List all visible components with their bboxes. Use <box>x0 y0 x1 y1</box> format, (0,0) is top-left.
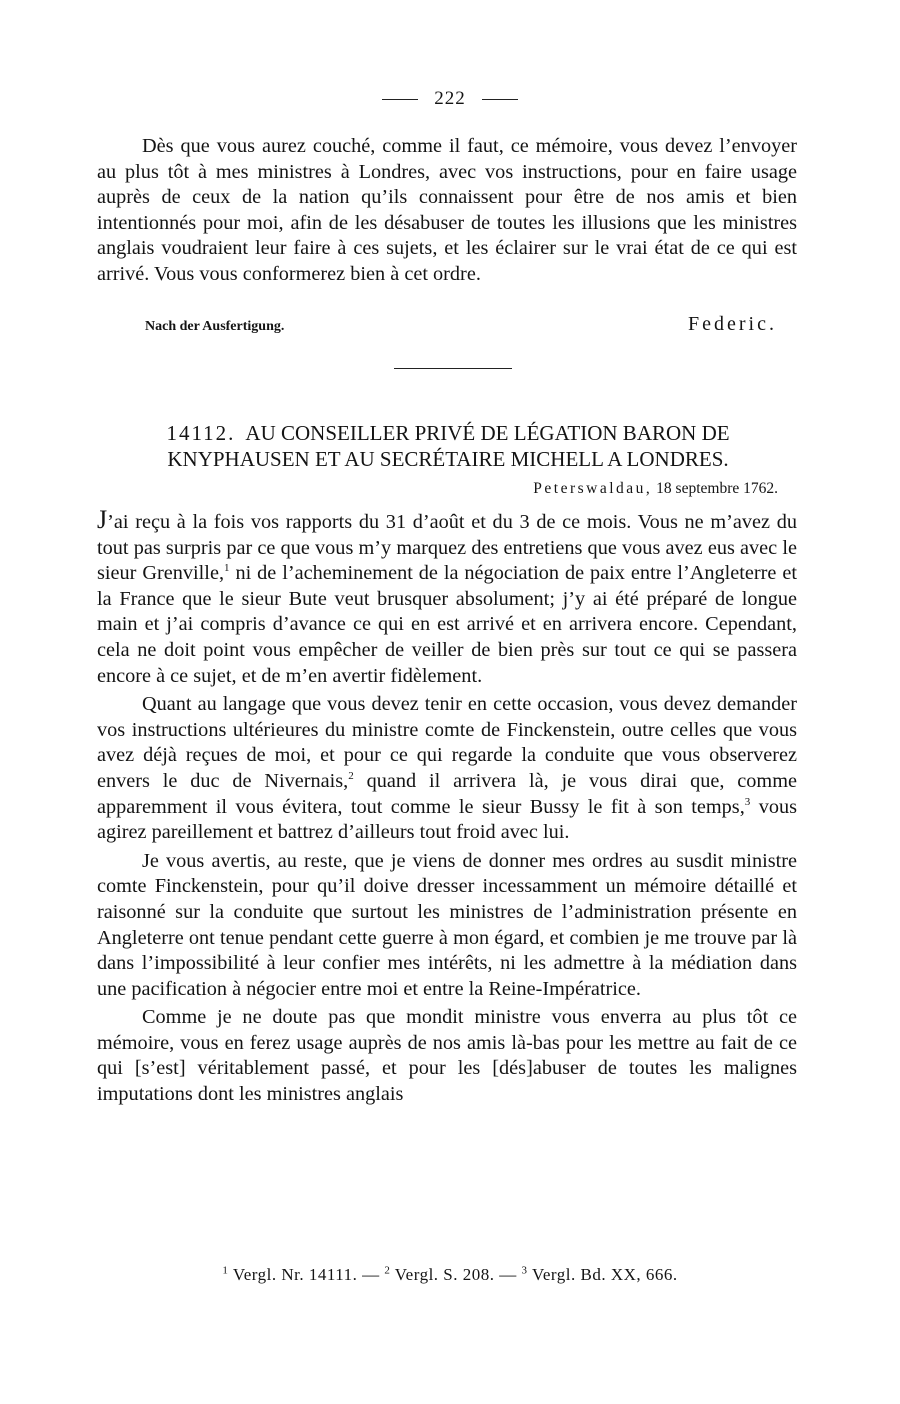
dateline-place: Peterswaldau, <box>533 480 653 497</box>
paragraph-4: Comme je ne doute pas que mondit ministre vous enverra au plus tôt ce mémoire, vous en ferez usage auprès de nos amis là-bas pour les mettre au fait de ce qui [s’est] véritablement passé, et pour les [dés]abuser de toutes les malignes imputations dont les ministres anglais <box>97 1006 797 1106</box>
footnote-ref-1: 1 <box>224 562 230 575</box>
letter-number: 14112. <box>166 421 236 445</box>
letter-body <box>97 507 797 1108</box>
paragraph-2: Quant au langage que vous devez tenir en cette occasion, vous devez demander vos instructions ultérieures du ministre comte de Finckenstein, outre celles que vous avez déjà reçues de moi, et pour ce qui regarde la conduite que vous observerez envers le duc de Nivernais,$^2$ quand il arrivera là, je vous dirai que, comme apparemment il vous évitera, tout comme le sieur Bussy le fit à son temps,$^3$ vous agirez pareillement et battrez d’ailleurs tout froid avec lui. <box>97 693 798 844</box>
footnote-dash: — <box>362 1265 380 1284</box>
previous-letter-ending <box>97 134 797 288</box>
footnote-2: Vergl. S. 208. <box>394 1265 495 1284</box>
footnotes <box>0 1265 900 1285</box>
letter-heading <box>112 420 784 472</box>
closing-paragraph: Dès que vous aurez couché, comme il faut, ce mémoire, vous devez l’envoyer au plus tôt à mes ministres à Londres, avec vos instructions, pour en faire usage auprès de ceux de la nation qu’ils connaissent pour être de nos amis et bien intentionnés pour moi, afin de les désabuser de toutes les illusions que les ministres anglais voudraient leur faire à ces sujets, et les éclairer sur le vrai état de ce qui est arrivé. Vous vous conformerez bien à cet ordre. <box>97 135 797 285</box>
header-rule-left <box>382 99 418 100</box>
footnote-mark-2: 2 <box>384 1264 391 1277</box>
page-header <box>0 88 900 110</box>
footnote-ref-3: 3 <box>744 795 751 808</box>
footnote-1: Vergl. Nr. 14111. <box>232 1265 358 1284</box>
signature-row <box>145 313 777 336</box>
footnote-mark-3: 3 <box>521 1264 528 1277</box>
signature: Federic. <box>688 313 777 335</box>
footnote-ref-2: 2 <box>348 770 354 783</box>
page-number: 222 <box>434 88 466 109</box>
initial-letter: J <box>97 505 108 534</box>
letter-title: AU CONSEILLER PRIVÉ DE LÉGATION BARON DE KNYPHAUSEN ET AU SECRÉTAIRE MICHELL A LONDRES. <box>167 421 730 471</box>
section-separator <box>394 368 512 369</box>
source-note: Nach der Ausfertigung. <box>145 319 285 334</box>
footnote-3: Vergl. Bd. XX, 666. <box>531 1265 678 1284</box>
footnote-mark-1: 1 <box>222 1264 229 1277</box>
paragraph-3: Je vous avertis, au reste, que je viens de donner mes ordres au susdit ministre comte Finckenstein, pour qu’il doive dresser incessamment un mémoire détaillé et raisonné sur la conduite que surtout les ministres de l’administration présente en Angleterre ont tenue pendant cette guerre à mon égard, et combien je me trouve par là dans l’impossibilité à leur confier mes intérêts, ni les admettre à la médiation dans une pacification à négocier entre moi et entre la Reine-Impératrice. <box>97 849 797 1000</box>
dateline <box>533 480 778 498</box>
paragraph-1: J’ai reçu à la fois vos rapports du 31 d’août et du 3 de ce mois. Vous ne m’avez du tout pas surpris par ce que vous m’y marquez des entretiens que vous avez eus avec le sieur Grenville,$^1$ ni de l’acheminement de la négociation de paix entre l’Angleterre et la France que le sieur Bute veut brusquer absolument; j’y ai été préparé de longue main et j’ai compris d’avance ce qui en est arrivé et en arrivera encore. Cependant, cela ne doit point vous empêcher de veiller de bien près sur tout ce qui se passera encore à ce sujet, et de m’en avertir fidèlement. <box>97 505 797 687</box>
footnote-dash: — <box>499 1265 517 1284</box>
dateline-date: 18 septembre 1762. <box>656 480 778 497</box>
header-rule-right <box>482 99 518 100</box>
